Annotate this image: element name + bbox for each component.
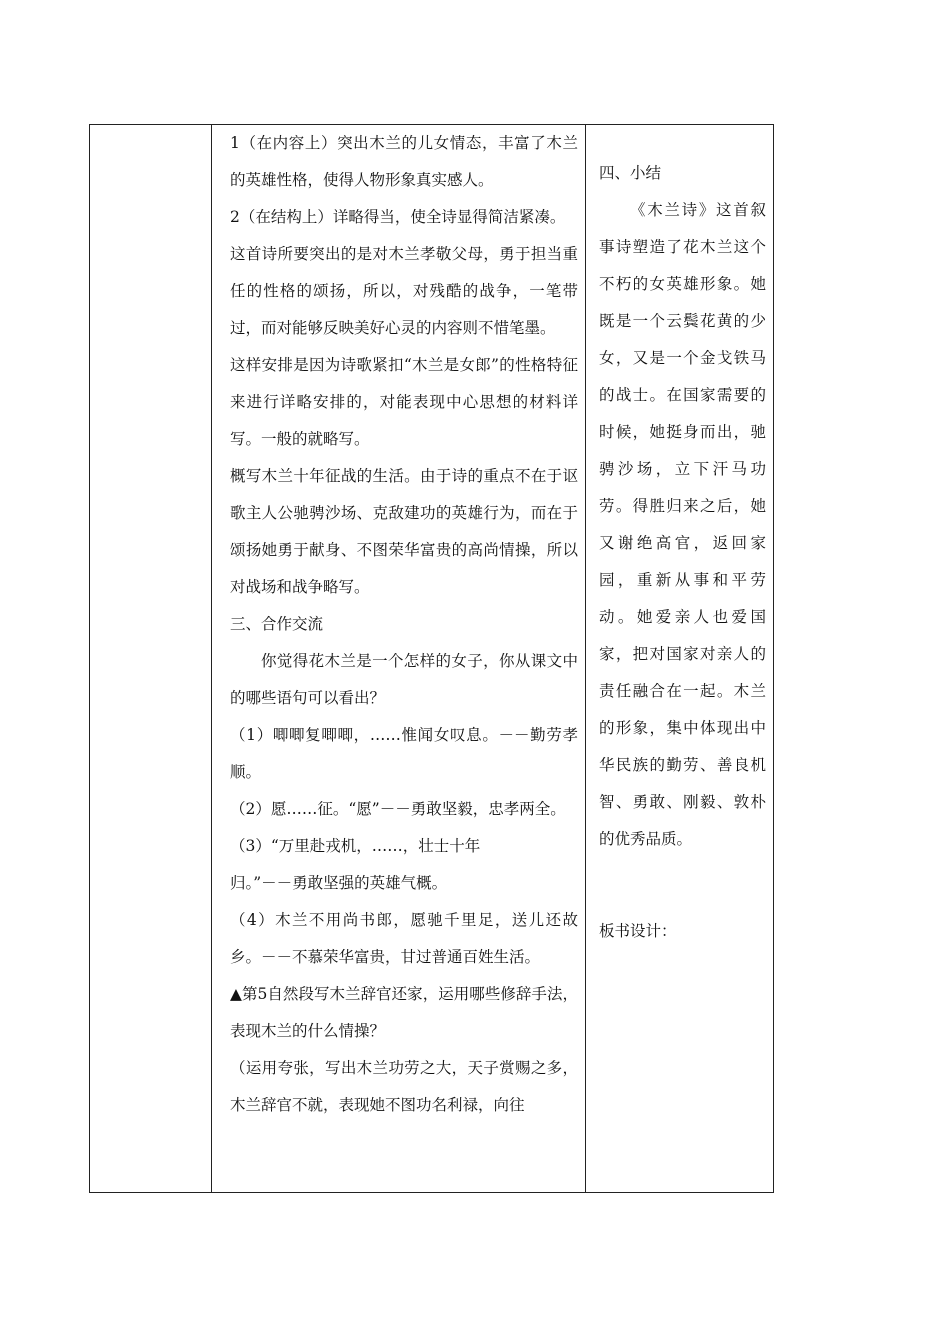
section-heading-cooperation: 三、合作交流	[230, 615, 324, 633]
summary-column	[593, 125, 774, 1192]
answer-item-4: （4）木兰不用尚书郎，愿驰千里足，送儿还故乡。－－不慕荣华富贵，甘过普通百姓生活。	[230, 911, 578, 966]
answer-item-1: （1）唧唧复唧唧，……惟闻女叹息。－－勤劳孝顺。	[230, 726, 578, 781]
point-structure: 2（在结构上）详略得当，使全诗显得简洁紧凑。	[230, 208, 566, 226]
main-content-column	[220, 125, 586, 1192]
lesson-table	[89, 124, 774, 1193]
paragraph-war-summary: 概写木兰十年征战的生活。由于诗的重点不在于讴歌主人公驰骋沙场、克敌建功的英雄行为，而在于颂扬她勇于献身、不图荣华富贵的高尚情操，所以对战场和战争略写。	[230, 467, 578, 596]
point-content: 1（在内容上）突出木兰的儿女情态，丰富了木兰的英雄性格，使得人物形象真实感人。	[230, 134, 578, 189]
answer-item-3-line2: 归。”－－勇敢坚强的英雄气概。	[230, 874, 448, 892]
discussion-question: 你觉得花木兰是一个怎样的女子，你从课文中的哪些语句可以看出？	[230, 652, 578, 707]
paragraph-arrangement: 这样安排是因为诗歌紧扣“木兰是女郎”的性格特征来进行详略安排的，对能表现中心思想的材料详写。一般的就略写。	[230, 356, 578, 448]
paragraph-emphasis: 这首诗所要突出的是对木兰孝敬父母，勇于担当重任的性格的颂扬，所以，对残酷的战争，一笔带过，而对能够反映美好心灵的内容则不惜笔墨。	[230, 245, 578, 337]
answer-item-3-line1: （3）“万里赴戎机，……，壮士十年	[230, 837, 481, 855]
board-design-label: 板书设计：	[599, 922, 677, 940]
section-heading-summary: 四、小结	[599, 164, 662, 182]
question-paragraph-5: ▲第5自然段写木兰辞官还家，运用哪些修辞手法，表现木兰的什么情操？	[230, 985, 578, 1040]
summary-text: 《木兰诗》这首叙事诗塑造了花木兰这个不朽的女英雄形象。她既是一个云鬓花黄的少女，又是一个金戈铁马的战士。在国家需要的时候，她挺身而出，驰骋沙场，立下汗马功劳。得胜归来之后，她又谢绝高官，返回家园，重新从事和平劳动。她爱亲人也爱国家，把对国家对亲人的责任融合在一起。木兰的形象，集中体现出中华民族的勤劳、善良机智、勇敢、刚毅、敦朴的优秀品质。	[599, 201, 766, 848]
answer-paragraph-5: （运用夸张，写出木兰功劳之大，天子赏赐之多，木兰辞官不就，表现她不图功名利禄，向往	[230, 1059, 578, 1114]
answer-item-2: （2）愿……征。“愿”－－勇敢坚毅，忠孝两全。	[230, 800, 566, 818]
column-divider-left	[211, 125, 212, 1192]
